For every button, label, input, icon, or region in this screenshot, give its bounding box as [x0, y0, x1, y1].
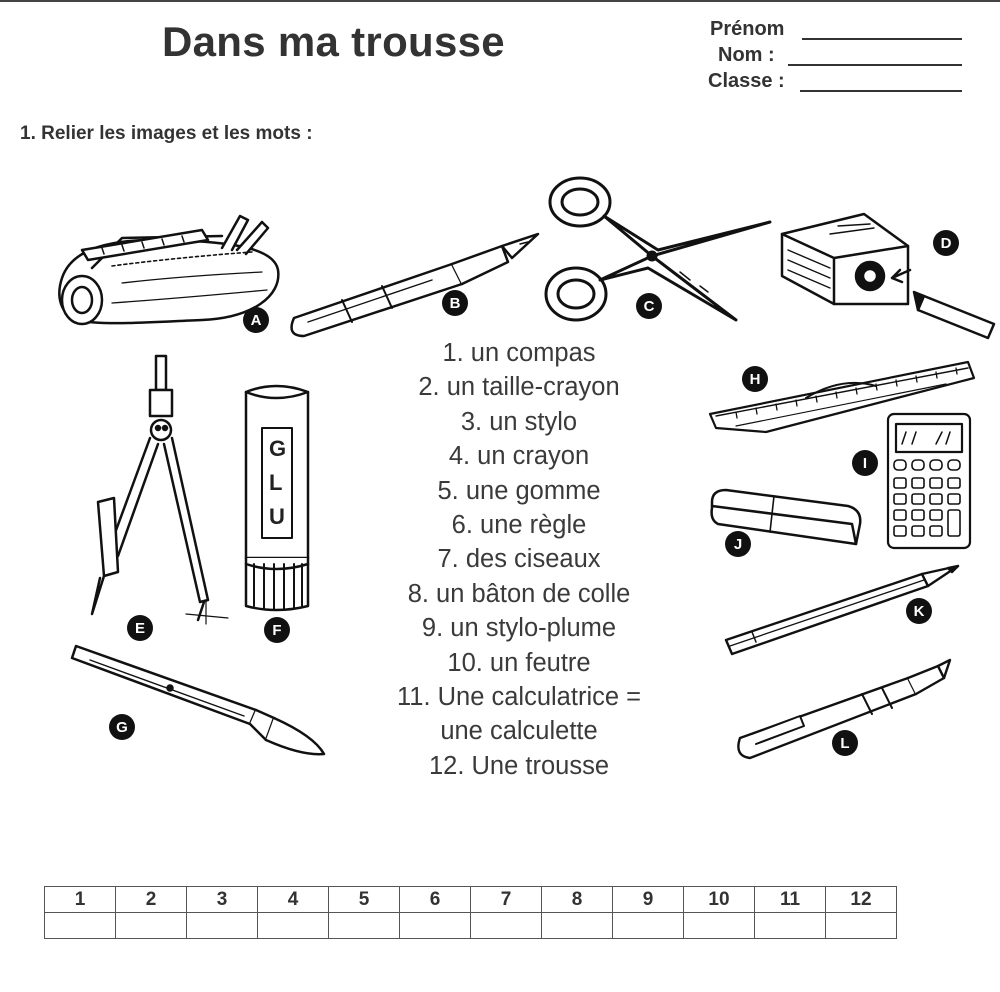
table-answer-cell[interactable] — [684, 913, 755, 939]
glue-label-text: GLU — [269, 436, 295, 529]
table-number-cell: 5 — [329, 887, 400, 913]
field-label-nom: Nom : — [718, 44, 775, 66]
instruction-text: 1. Relier les images et les mots : — [20, 123, 313, 144]
table-number-cell: 3 — [187, 887, 258, 913]
badge-a: A — [243, 307, 269, 333]
word-item: une calculette — [440, 717, 598, 746]
field-label-prenom: Prénom — [710, 18, 785, 40]
table-number-cell: 9 — [613, 887, 684, 913]
word-item: 1. un compas — [442, 339, 596, 367]
page-title: Dans ma trousse — [162, 18, 505, 65]
pencil-sharpener-icon[interactable] — [774, 206, 996, 340]
table-answer-cell[interactable] — [826, 913, 897, 939]
table-number-cell: 1 — [45, 887, 116, 913]
word-item: 7. des ciseaux — [437, 545, 601, 574]
fountain-pen-icon[interactable] — [282, 228, 544, 338]
word-item: 10. un feutre — [447, 648, 591, 677]
glue-label — [262, 432, 295, 534]
word-item: 5. une gomme — [437, 476, 601, 505]
word-item: 4. un crayon — [448, 442, 590, 471]
table-answer-cell[interactable] — [45, 913, 116, 939]
field-line-nom[interactable] — [788, 64, 962, 66]
word-item: 11. Une calculatrice = — [396, 683, 642, 712]
badge-i: I — [852, 450, 878, 476]
table-number-cell: 2 — [116, 887, 187, 913]
badge-j: J — [725, 531, 751, 557]
badge-k: K — [906, 598, 932, 624]
word-item: 3. un stylo — [460, 407, 578, 436]
field-line-prenom[interactable] — [802, 38, 962, 40]
calculator-icon[interactable] — [884, 412, 974, 552]
field-label-classe: Classe : — [708, 70, 785, 92]
answer-table-header-row — [45, 887, 897, 913]
table-number-cell: 11 — [755, 887, 826, 913]
word-item: 12. Une trousse — [428, 751, 610, 780]
table-answer-cell[interactable] — [613, 913, 684, 939]
table-answer-cell[interactable] — [755, 913, 826, 939]
compass-icon[interactable] — [78, 352, 246, 624]
word-item: 8. un bâton de colle — [407, 579, 631, 608]
badge-h: H — [742, 366, 768, 392]
table-answer-cell[interactable] — [258, 913, 329, 939]
table-answer-cell[interactable] — [400, 913, 471, 939]
table-number-cell: 4 — [258, 887, 329, 913]
badge-l: L — [832, 730, 858, 756]
word-item: 9. un stylo-plume — [421, 614, 617, 643]
table-answer-cell[interactable] — [542, 913, 613, 939]
table-number-cell: 12 — [826, 887, 897, 913]
table-number-cell: 10 — [684, 887, 755, 913]
marker-icon[interactable] — [66, 640, 330, 762]
table-number-cell: 7 — [471, 887, 542, 913]
badge-d: D — [933, 230, 959, 256]
table-number-cell: 6 — [400, 887, 471, 913]
field-line-classe[interactable] — [800, 90, 962, 92]
answer-table-answer-row — [45, 913, 897, 939]
word-item: 2. un taille-crayon — [418, 373, 620, 402]
badge-f: F — [264, 617, 290, 643]
badge-g: G — [109, 714, 135, 740]
badge-c: C — [636, 293, 662, 319]
word-list — [360, 336, 678, 783]
table-answer-cell[interactable] — [329, 913, 400, 939]
answer-table — [44, 886, 897, 939]
table-answer-cell[interactable] — [471, 913, 542, 939]
badge-e: E — [127, 615, 153, 641]
badge-b: B — [442, 290, 468, 316]
table-answer-cell[interactable] — [187, 913, 258, 939]
word-item: 6. une règle — [451, 511, 587, 540]
table-answer-cell[interactable] — [116, 913, 187, 939]
table-number-cell: 8 — [542, 887, 613, 913]
top-border — [0, 0, 1000, 2]
